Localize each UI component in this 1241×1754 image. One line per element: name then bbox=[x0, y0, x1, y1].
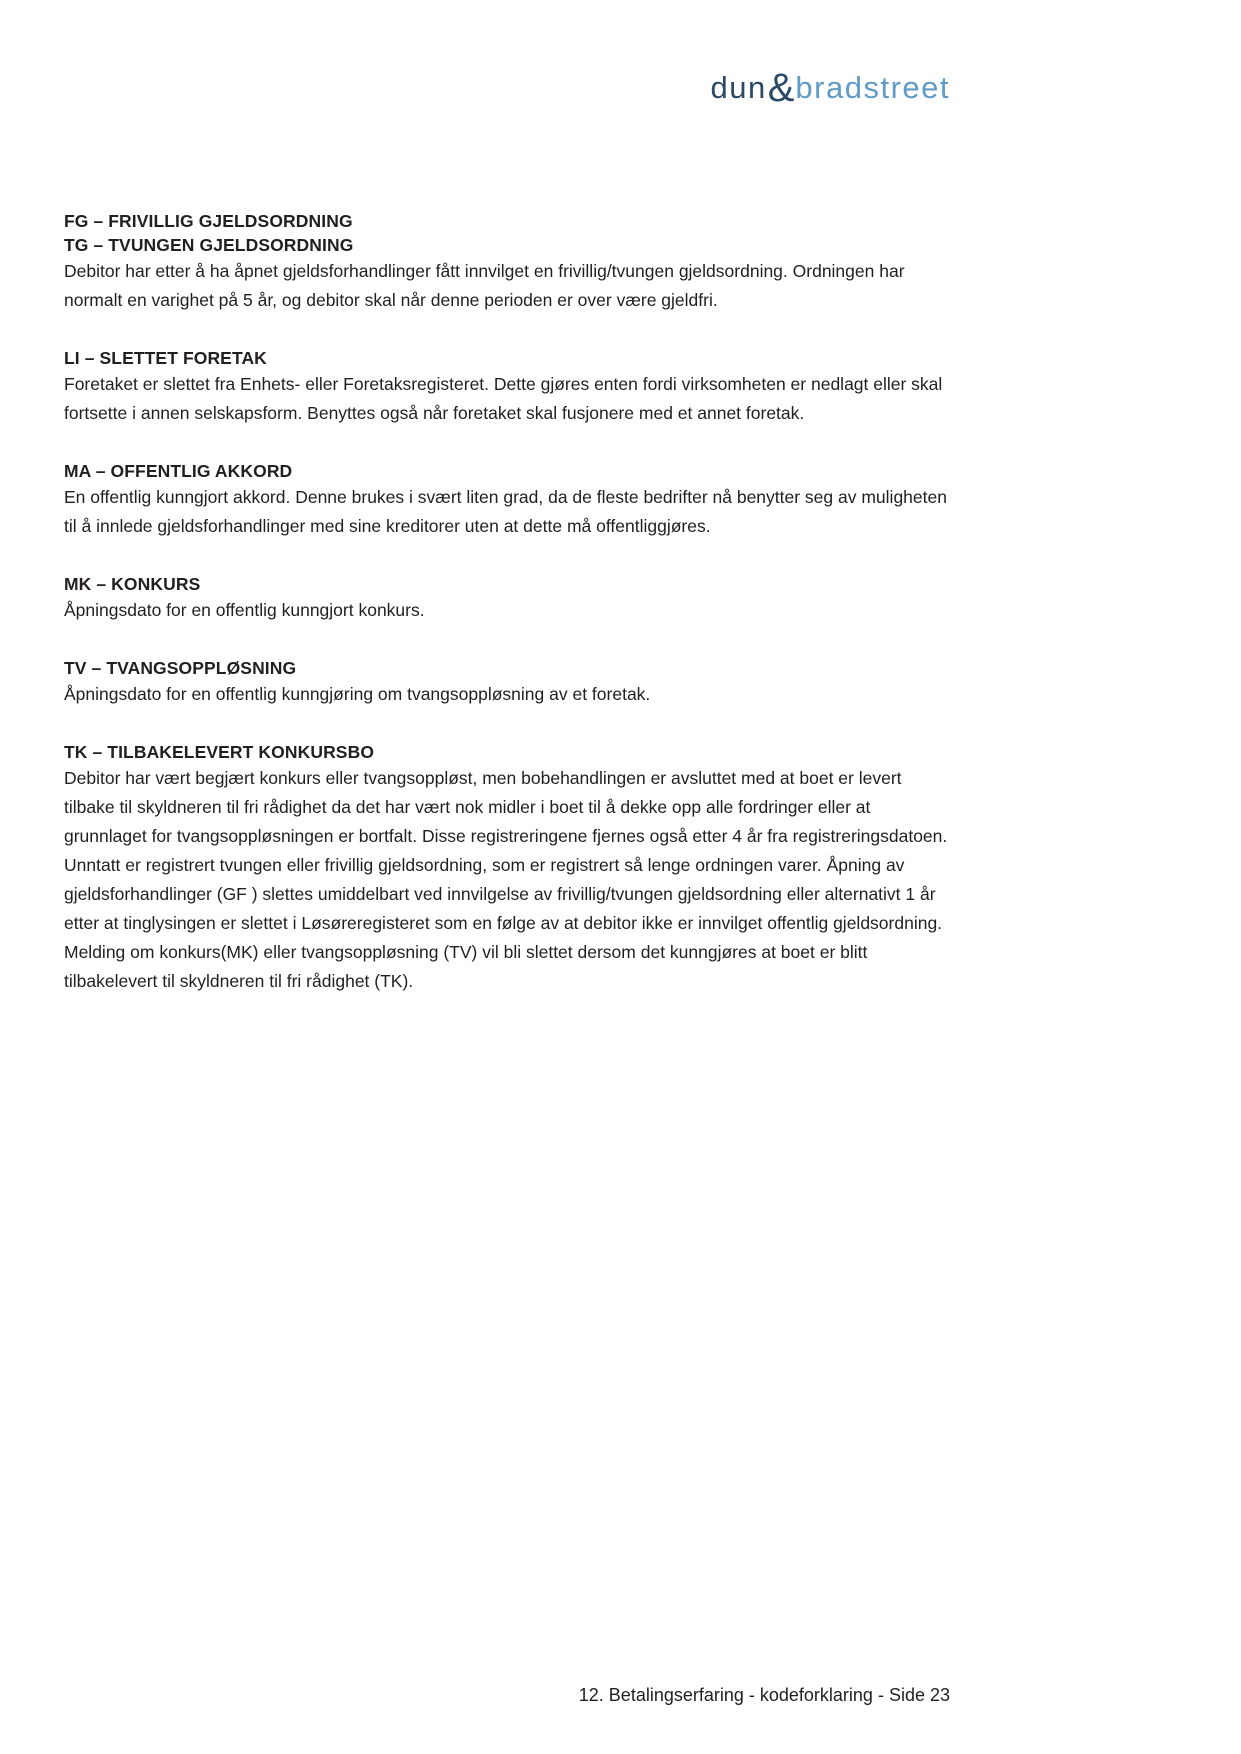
section-heading-ma: MA – OFFENTLIG AKKORD bbox=[64, 461, 293, 481]
section-heading-fg: FG – FRIVILLIG GJELDSORDNING bbox=[64, 211, 353, 231]
section-mk bbox=[64, 572, 956, 625]
dun-bradstreet-logo bbox=[710, 66, 951, 110]
section-body-mk: Åpningsdato for en offentlig kunngjort konkurs. bbox=[64, 600, 425, 620]
section-body-fg-tg: Debitor har etter å ha åpnet gjeldsforhandlinger fått innvilget en frivillig/tvungen gjeldsordning. Ordningen har normalt en varighet på 5 år, og debitor skal når denne perioden er over være gjeldfri. bbox=[64, 261, 905, 310]
page-footer: 12. Betalingserfaring - kodeforklaring - Side 23 bbox=[578, 1685, 950, 1705]
section-ma bbox=[64, 459, 956, 541]
logo-text-dun: dun bbox=[710, 70, 767, 105]
section-heading-mk: MK – KONKURS bbox=[64, 574, 201, 594]
section-tk bbox=[64, 740, 956, 996]
section-li bbox=[64, 346, 956, 428]
document-body bbox=[64, 209, 956, 1027]
section-body-tk: Debitor har vært begjært konkurs eller tvangsoppløst, men bobehandlingen er avsluttet med at boet er levert tilbake til skyldneren til fri rådighet da det har vært nok midler i boet til å dekke opp alle fordringer eller at grunnlaget for tvangsoppløsningen er bortfalt. Disse registreringene fjernes også etter 4 år fra registreringsdatoen. Unntatt er registrert tvungen eller frivillig gjeldsordning, som er registrert så lenge ordningen varer. Åpning av gjeldsforhandlinger (GF ) slettes umiddelbart ved innvilgelse av frivillig/tvungen gjeldsordning eller alternativt 1 år etter at tinglysingen er slettet i Løsøreregisteret som en følge av at debitor ikke er innvilget offentlig gjeldsordning. Melding om konkurs(MK) eller tvangsoppløsning (TV) vil bli slettet dersom det kunngjøres at boet er blitt tilbakelevert til skyldneren til fri rådighet (TK). bbox=[64, 768, 948, 991]
section-heading-tv: TV – TVANGSOPPLØSNING bbox=[64, 658, 297, 678]
section-fg-tg bbox=[64, 209, 956, 315]
section-body-li: Foretaket er slettet fra Enhets- eller Foretaksregisteret. Dette gjøres enten fordi virksomheten er nedlagt eller skal fortsette i annen selskapsform. Benyttes også når foretaket skal fusjonere med et annet foretak. bbox=[64, 374, 943, 423]
logo-ampersand-icon: & bbox=[767, 66, 795, 110]
section-body-ma: En offentlig kunngjort akkord. Denne brukes i svært liten grad, da de fleste bedrifter nå benytter seg av muligheten til å innlede gjeldsforhandlinger med sine kreditorer uten at dette må offentliggjøres. bbox=[64, 487, 947, 536]
section-heading-tg: TG – TVUNGEN GJELDSORDNING bbox=[64, 235, 354, 255]
logo-text-bradstreet: bradstreet bbox=[795, 70, 950, 105]
section-body-tv: Åpningsdato for en offentlig kunngjøring om tvangsoppløsning av et foretak. bbox=[64, 684, 651, 704]
section-heading-tk: TK – TILBAKELEVERT KONKURSBO bbox=[64, 742, 375, 762]
section-heading-li: LI – SLETTET FORETAK bbox=[64, 348, 267, 368]
section-tv bbox=[64, 656, 956, 709]
